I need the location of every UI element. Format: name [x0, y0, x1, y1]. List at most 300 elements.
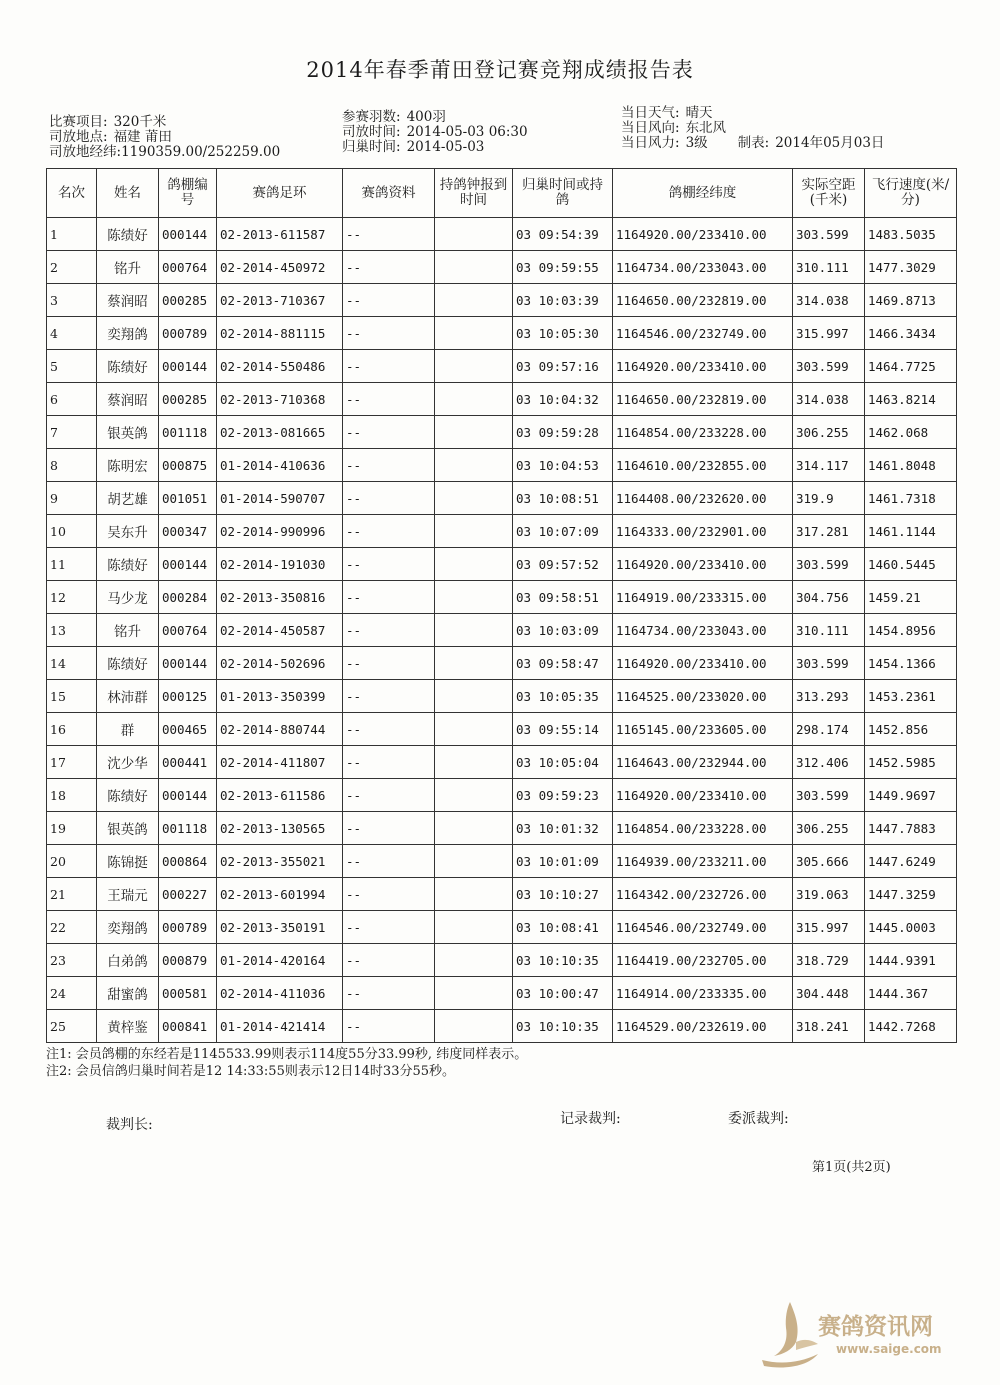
cell-loft-id: 000789 — [159, 911, 217, 944]
cell-loft-id: 000581 — [159, 977, 217, 1010]
cell-clock-time — [435, 218, 513, 251]
cell-speed: 1462.068 — [865, 416, 957, 449]
cell-name: 吴东升 — [97, 515, 159, 548]
info-value: 400羽 — [406, 109, 446, 125]
cell-clock-time — [435, 251, 513, 284]
table-row — [47, 1010, 957, 1043]
cell-arrival: 03 10:04:53 — [513, 449, 613, 482]
cell-speed: 1464.7725 — [865, 350, 957, 383]
table-row — [47, 251, 957, 284]
cell-clock-time — [435, 746, 513, 779]
info-value: 3级 — [685, 135, 708, 151]
cell-speed: 1460.5445 — [865, 548, 957, 581]
cell-distance: 318.241 — [793, 1010, 865, 1043]
info-label: 当日天气: — [621, 105, 680, 121]
col-header-clock-time: 持鸽钟报到时间 — [435, 169, 513, 218]
cell-coords: 1164546.00/232749.00 — [613, 317, 793, 350]
cell-speed: 1449.9697 — [865, 779, 957, 812]
cell-name: 陈绩好 — [97, 548, 159, 581]
cell-name: 铭升 — [97, 251, 159, 284]
cell-pigeon-info: -- — [343, 779, 435, 812]
cell-rank: 22 — [47, 911, 97, 944]
cell-clock-time — [435, 383, 513, 416]
cell-rank: 15 — [47, 680, 97, 713]
cell-clock-time — [435, 812, 513, 845]
cell-loft-id: 000144 — [159, 779, 217, 812]
cell-ring: 02-2013-710368 — [217, 383, 343, 416]
table-row — [47, 317, 957, 350]
cell-loft-id: 000841 — [159, 1010, 217, 1043]
cell-clock-time — [435, 614, 513, 647]
cell-distance: 314.038 — [793, 284, 865, 317]
info-label: 司放地经纬: — [49, 144, 122, 160]
cell-coords: 1164643.00/232944.00 — [613, 746, 793, 779]
cell-clock-time — [435, 944, 513, 977]
cell-speed: 1461.8048 — [865, 449, 957, 482]
cell-pigeon-info: -- — [343, 284, 435, 317]
cell-distance: 315.997 — [793, 911, 865, 944]
cell-pigeon-info: -- — [343, 482, 435, 515]
cell-coords: 1164342.00/232726.00 — [613, 878, 793, 911]
cell-pigeon-info: -- — [343, 713, 435, 746]
cell-arrival: 03 10:03:39 — [513, 284, 613, 317]
cell-rank: 2 — [47, 251, 97, 284]
cell-arrival: 03 09:59:28 — [513, 416, 613, 449]
cell-ring: 02-2014-502696 — [217, 647, 343, 680]
cell-ring: 02-2013-710367 — [217, 284, 343, 317]
cell-name: 陈绩好 — [97, 350, 159, 383]
info-label: 司放时间: — [342, 124, 401, 140]
recorder-judge-label: 记录裁判: — [560, 1111, 621, 1127]
cell-speed: 1453.2361 — [865, 680, 957, 713]
cell-ring: 02-2014-881115 — [217, 317, 343, 350]
col-header-arrival: 归巢时间或持鸽 — [513, 169, 613, 218]
cell-rank: 10 — [47, 515, 97, 548]
table-row — [47, 383, 957, 416]
col-header-coords: 鸽棚经纬度 — [613, 169, 793, 218]
table-row — [47, 878, 957, 911]
cell-loft-id: 000347 — [159, 515, 217, 548]
cell-ring: 01-2014-410636 — [217, 449, 343, 482]
table-row — [47, 548, 957, 581]
table-row — [47, 515, 957, 548]
cell-loft-id: 000465 — [159, 713, 217, 746]
cell-arrival: 03 09:59:55 — [513, 251, 613, 284]
cell-clock-time — [435, 581, 513, 614]
cell-speed: 1447.7883 — [865, 812, 957, 845]
cell-coords: 1164650.00/232819.00 — [613, 284, 793, 317]
cell-arrival: 03 09:55:14 — [513, 713, 613, 746]
info-value: 福建 莆田 — [113, 129, 172, 145]
info-label: 归巢时间: — [342, 139, 401, 155]
cell-pigeon-info: -- — [343, 581, 435, 614]
cell-ring: 02-2014-990996 — [217, 515, 343, 548]
cell-coords: 1164610.00/232855.00 — [613, 449, 793, 482]
table-row — [47, 350, 957, 383]
cell-coords: 1164914.00/233335.00 — [613, 977, 793, 1010]
cell-clock-time — [435, 647, 513, 680]
cell-rank: 18 — [47, 779, 97, 812]
table-row — [47, 746, 957, 779]
cell-name: 陈绩好 — [97, 779, 159, 812]
info-value: 2014-05-03 06:30 — [406, 124, 528, 140]
table-row — [47, 416, 957, 449]
cell-distance: 319.063 — [793, 878, 865, 911]
cell-name: 陈绩好 — [97, 218, 159, 251]
cell-ring: 02-2014-450972 — [217, 251, 343, 284]
cell-arrival: 03 10:10:35 — [513, 944, 613, 977]
cell-distance: 303.599 — [793, 350, 865, 383]
watermark-url: www.saige.com — [836, 1342, 942, 1356]
cell-coords: 1164854.00/233228.00 — [613, 416, 793, 449]
cell-name: 甜蜜鸽 — [97, 977, 159, 1010]
cell-coords: 1164854.00/233228.00 — [613, 812, 793, 845]
cell-clock-time — [435, 449, 513, 482]
info-item — [49, 115, 280, 130]
cell-speed: 1466.3434 — [865, 317, 957, 350]
info-col-1 — [49, 115, 280, 160]
results-table — [46, 168, 957, 1043]
cell-clock-time — [435, 515, 513, 548]
table-row — [47, 944, 957, 977]
table-row — [47, 647, 957, 680]
cell-loft-id: 000879 — [159, 944, 217, 977]
cell-distance: 314.117 — [793, 449, 865, 482]
cell-pigeon-info: -- — [343, 977, 435, 1010]
cell-pigeon-info: -- — [343, 1010, 435, 1043]
cell-name: 蔡润昭 — [97, 284, 159, 317]
cell-clock-time — [435, 680, 513, 713]
cell-arrival: 03 09:59:23 — [513, 779, 613, 812]
cell-rank: 23 — [47, 944, 97, 977]
table-row — [47, 911, 957, 944]
col-header-name: 姓名 — [97, 169, 159, 218]
cell-coords: 1164408.00/232620.00 — [613, 482, 793, 515]
col-header-distance: 实际空距(千米) — [793, 169, 865, 218]
cell-name: 铭升 — [97, 614, 159, 647]
cell-coords: 1164734.00/233043.00 — [613, 614, 793, 647]
cell-coords: 1164920.00/233410.00 — [613, 647, 793, 680]
cell-name: 陈锦挺 — [97, 845, 159, 878]
cell-pigeon-info: -- — [343, 218, 435, 251]
cell-rank: 7 — [47, 416, 97, 449]
cell-loft-id: 000285 — [159, 383, 217, 416]
cell-coords: 1165145.00/233605.00 — [613, 713, 793, 746]
cell-ring: 02-2014-450587 — [217, 614, 343, 647]
cell-arrival: 03 10:03:09 — [513, 614, 613, 647]
cell-name: 白弟鸽 — [97, 944, 159, 977]
cell-loft-id: 001118 — [159, 812, 217, 845]
info-item — [342, 140, 528, 155]
table-row — [47, 284, 957, 317]
cell-coords: 1164939.00/233211.00 — [613, 845, 793, 878]
info-value: 1190359.00/252259.00 — [121, 144, 281, 160]
cell-distance: 317.281 — [793, 515, 865, 548]
cell-rank: 12 — [47, 581, 97, 614]
cell-distance: 319.9 — [793, 482, 865, 515]
info-col-3 — [621, 106, 884, 151]
cell-rank: 19 — [47, 812, 97, 845]
cell-distance: 310.111 — [793, 614, 865, 647]
cell-rank: 8 — [47, 449, 97, 482]
cell-coords: 1164920.00/233410.00 — [613, 548, 793, 581]
cell-clock-time — [435, 482, 513, 515]
cell-loft-id: 000284 — [159, 581, 217, 614]
cell-arrival: 03 09:57:52 — [513, 548, 613, 581]
cell-speed: 1452.856 — [865, 713, 957, 746]
cell-loft-id: 000144 — [159, 647, 217, 680]
info-label: 司放地点: — [49, 129, 108, 145]
cell-rank: 14 — [47, 647, 97, 680]
cell-arrival: 03 10:10:35 — [513, 1010, 613, 1043]
cell-clock-time — [435, 779, 513, 812]
cell-name: 银英鸽 — [97, 812, 159, 845]
cell-speed: 1461.1144 — [865, 515, 957, 548]
cell-coords: 1164419.00/232705.00 — [613, 944, 793, 977]
cell-pigeon-info: -- — [343, 515, 435, 548]
table-row — [47, 977, 957, 1010]
cell-speed: 1477.3029 — [865, 251, 957, 284]
cell-arrival: 03 09:57:16 — [513, 350, 613, 383]
cell-arrival: 03 09:58:47 — [513, 647, 613, 680]
info-label: 参赛羽数: — [342, 109, 401, 125]
cell-loft-id: 000125 — [159, 680, 217, 713]
cell-speed: 1454.1366 — [865, 647, 957, 680]
cell-pigeon-info: -- — [343, 548, 435, 581]
report-title: 2014年春季莆田登记赛竞翔成绩报告表 — [306, 58, 694, 82]
info-item — [49, 130, 280, 145]
cell-distance: 313.293 — [793, 680, 865, 713]
pigeon-logo-icon — [756, 1298, 826, 1370]
cell-loft-id: 000227 — [159, 878, 217, 911]
info-label: 比赛项目: — [49, 114, 108, 130]
table-row — [47, 812, 957, 845]
cell-pigeon-info: -- — [343, 845, 435, 878]
cell-loft-id: 000864 — [159, 845, 217, 878]
cell-rank: 3 — [47, 284, 97, 317]
cell-loft-id: 000764 — [159, 614, 217, 647]
cell-speed: 1452.5985 — [865, 746, 957, 779]
cell-distance: 318.729 — [793, 944, 865, 977]
cell-speed: 1483.5035 — [865, 218, 957, 251]
cell-pigeon-info: -- — [343, 383, 435, 416]
table-header-row — [47, 169, 957, 218]
cell-rank: 9 — [47, 482, 97, 515]
info-item — [49, 145, 280, 160]
cell-pigeon-info: -- — [343, 350, 435, 383]
table-row — [47, 845, 957, 878]
cell-clock-time — [435, 911, 513, 944]
cell-arrival: 03 10:00:47 — [513, 977, 613, 1010]
info-col-2 — [342, 110, 528, 155]
cell-coords: 1164529.00/232619.00 — [613, 1010, 793, 1043]
cell-rank: 16 — [47, 713, 97, 746]
cell-arrival: 03 09:58:51 — [513, 581, 613, 614]
cell-rank: 11 — [47, 548, 97, 581]
cell-ring: 02-2014-191030 — [217, 548, 343, 581]
cell-speed: 1469.8713 — [865, 284, 957, 317]
cell-distance: 306.255 — [793, 812, 865, 845]
cell-distance: 314.038 — [793, 383, 865, 416]
cell-rank: 20 — [47, 845, 97, 878]
cell-ring: 02-2013-355021 — [217, 845, 343, 878]
cell-rank: 24 — [47, 977, 97, 1010]
cell-speed: 1444.9391 — [865, 944, 957, 977]
cell-name: 胡艺雄 — [97, 482, 159, 515]
cell-speed: 1447.6249 — [865, 845, 957, 878]
info-value: 东北风 — [685, 120, 727, 136]
cell-distance: 306.255 — [793, 416, 865, 449]
info-item — [621, 121, 884, 136]
cell-loft-id: 001051 — [159, 482, 217, 515]
cell-pigeon-info: -- — [343, 251, 435, 284]
cell-arrival: 03 10:05:35 — [513, 680, 613, 713]
cell-pigeon-info: -- — [343, 878, 435, 911]
cell-distance: 310.111 — [793, 251, 865, 284]
cell-pigeon-info: -- — [343, 812, 435, 845]
cell-name: 黄梓鉴 — [97, 1010, 159, 1043]
cell-ring: 02-2014-411036 — [217, 977, 343, 1010]
cell-name: 陈明宏 — [97, 449, 159, 482]
info-value: 2014-05-03 — [406, 139, 485, 155]
cell-loft-id: 000144 — [159, 218, 217, 251]
cell-arrival: 03 10:08:41 — [513, 911, 613, 944]
cell-distance: 304.756 — [793, 581, 865, 614]
cell-loft-id: 000144 — [159, 350, 217, 383]
cell-loft-id: 000144 — [159, 548, 217, 581]
cell-distance: 315.997 — [793, 317, 865, 350]
table-row — [47, 581, 957, 614]
cell-arrival: 03 10:04:32 — [513, 383, 613, 416]
cell-ring: 02-2013-350191 — [217, 911, 343, 944]
cell-clock-time — [435, 548, 513, 581]
cell-ring: 02-2013-350816 — [217, 581, 343, 614]
table-row — [47, 449, 957, 482]
cell-distance: 298.174 — [793, 713, 865, 746]
table-row — [47, 713, 957, 746]
cell-arrival: 03 10:01:09 — [513, 845, 613, 878]
watermark-text: 赛鸽资讯网 — [818, 1314, 933, 1340]
cell-rank: 21 — [47, 878, 97, 911]
cell-ring: 02-2013-611587 — [217, 218, 343, 251]
cell-arrival: 03 10:05:04 — [513, 746, 613, 779]
cell-coords: 1164920.00/233410.00 — [613, 350, 793, 383]
cell-clock-time — [435, 713, 513, 746]
col-header-ring: 赛鸽足环 — [217, 169, 343, 218]
info-item — [621, 136, 884, 151]
table-row — [47, 779, 957, 812]
cell-name: 群 — [97, 713, 159, 746]
cell-coords: 1164734.00/233043.00 — [613, 251, 793, 284]
table-row — [47, 482, 957, 515]
cell-ring: 02-2013-081665 — [217, 416, 343, 449]
cell-distance: 305.666 — [793, 845, 865, 878]
cell-clock-time — [435, 416, 513, 449]
cell-loft-id: 000441 — [159, 746, 217, 779]
cell-loft-id: 000285 — [159, 284, 217, 317]
footnote: 注2: 会员信鸽归巢时间若是12 14:33:55则表示12日14时33分55秒。 — [46, 1064, 456, 1079]
info-item — [621, 106, 884, 121]
cell-rank: 25 — [47, 1010, 97, 1043]
cell-pigeon-info: -- — [343, 614, 435, 647]
cell-distance: 303.599 — [793, 218, 865, 251]
cell-name: 蔡润昭 — [97, 383, 159, 416]
cell-speed: 1444.367 — [865, 977, 957, 1010]
cell-pigeon-info: -- — [343, 416, 435, 449]
info-item — [342, 125, 528, 140]
cell-loft-id: 000789 — [159, 317, 217, 350]
cell-distance: 312.406 — [793, 746, 865, 779]
cell-clock-time — [435, 284, 513, 317]
cell-speed: 1447.3259 — [865, 878, 957, 911]
cell-ring: 02-2014-411807 — [217, 746, 343, 779]
info-item — [342, 110, 528, 125]
table-row — [47, 218, 957, 251]
cell-pigeon-info: -- — [343, 449, 435, 482]
cell-rank: 6 — [47, 383, 97, 416]
cell-distance: 304.448 — [793, 977, 865, 1010]
col-header-loft-id: 鸽棚编号 — [159, 169, 217, 218]
info-label: 当日风力: — [621, 135, 680, 151]
cell-ring: 01-2013-350399 — [217, 680, 343, 713]
info-label: 当日风向: — [621, 120, 680, 136]
cell-coords: 1164650.00/232819.00 — [613, 383, 793, 416]
cell-speed: 1442.7268 — [865, 1010, 957, 1043]
cell-distance: 303.599 — [793, 779, 865, 812]
cell-rank: 4 — [47, 317, 97, 350]
cell-clock-time — [435, 845, 513, 878]
cell-ring: 02-2013-611586 — [217, 779, 343, 812]
cell-pigeon-info: -- — [343, 680, 435, 713]
cell-name: 马少龙 — [97, 581, 159, 614]
cell-rank: 5 — [47, 350, 97, 383]
cell-clock-time — [435, 350, 513, 383]
cell-pigeon-info: -- — [343, 647, 435, 680]
watermark — [756, 1298, 966, 1370]
table-row — [47, 614, 957, 647]
cell-distance: 303.599 — [793, 548, 865, 581]
cell-pigeon-info: -- — [343, 944, 435, 977]
cell-speed: 1454.8956 — [865, 614, 957, 647]
footnotes — [46, 1046, 527, 1080]
cell-name: 王瑞元 — [97, 878, 159, 911]
made-label: 制表: — [737, 135, 770, 151]
cell-ring: 01-2014-420164 — [217, 944, 343, 977]
cell-name: 银英鸽 — [97, 416, 159, 449]
cell-arrival: 03 10:05:30 — [513, 317, 613, 350]
cell-ring: 02-2013-601994 — [217, 878, 343, 911]
cell-ring: 02-2014-880744 — [217, 713, 343, 746]
cell-loft-id: 000764 — [159, 251, 217, 284]
cell-coords: 1164919.00/233315.00 — [613, 581, 793, 614]
cell-coords: 1164525.00/233020.00 — [613, 680, 793, 713]
cell-loft-id: 001118 — [159, 416, 217, 449]
col-header-rank: 名次 — [47, 169, 97, 218]
cell-coords: 1164920.00/233410.00 — [613, 218, 793, 251]
cell-name: 奕翔鸽 — [97, 911, 159, 944]
cell-ring: 02-2014-550486 — [217, 350, 343, 383]
cell-arrival: 03 10:01:32 — [513, 812, 613, 845]
cell-arrival: 03 10:07:09 — [513, 515, 613, 548]
cell-speed: 1459.21 — [865, 581, 957, 614]
info-value: 晴天 — [685, 105, 713, 121]
cell-arrival: 03 10:10:27 — [513, 878, 613, 911]
chief-judge-label: 裁判长: — [106, 1117, 153, 1133]
cell-clock-time — [435, 878, 513, 911]
table-row — [47, 680, 957, 713]
cell-name: 沈少华 — [97, 746, 159, 779]
cell-ring: 01-2014-421414 — [217, 1010, 343, 1043]
